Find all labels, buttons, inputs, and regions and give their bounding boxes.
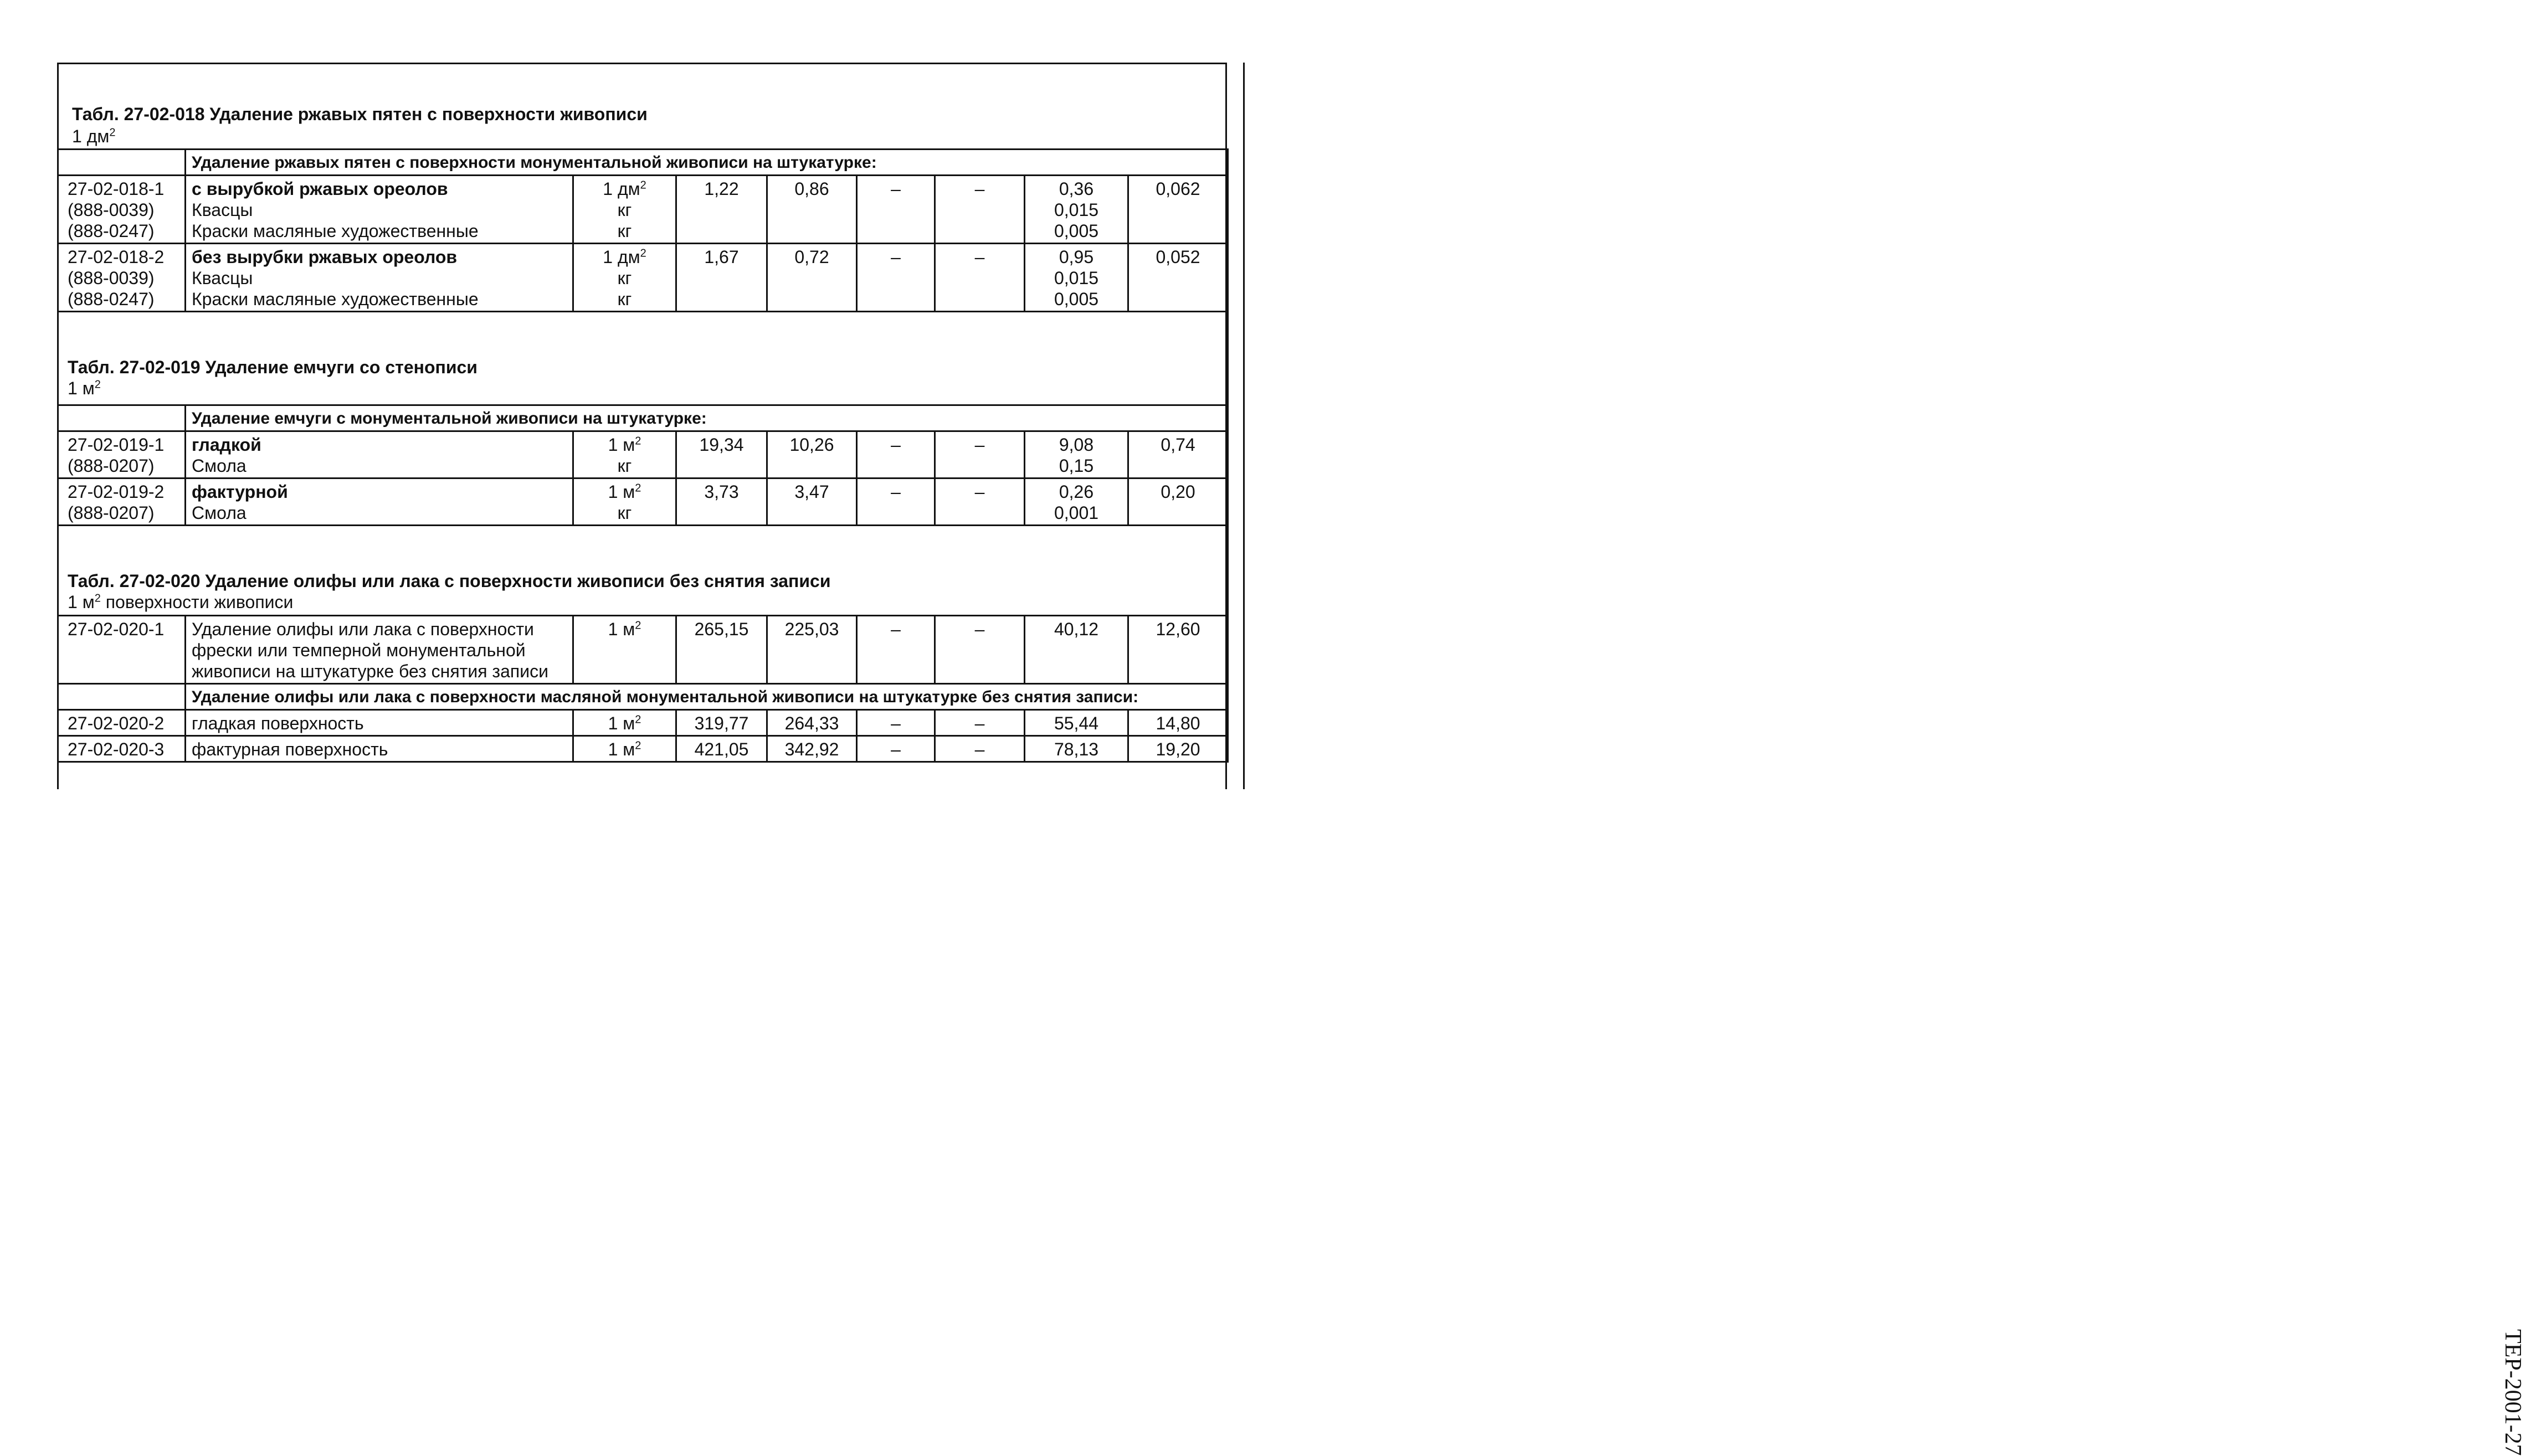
name-cell: гладкая поверхность xyxy=(186,710,573,736)
code-cell: 27-02-020-3 xyxy=(58,736,186,762)
table-unit: 1 $дм^2$ xyxy=(72,126,116,146)
code-cell: 27-02-018-1 (888-0039) (888-0247) xyxy=(58,176,186,244)
unit-cell: 1 $дм^2$ кг кг xyxy=(573,176,676,244)
value-cell: 0,20 xyxy=(1128,479,1228,526)
value-cell: 19,20 xyxy=(1128,736,1228,762)
group-header-row xyxy=(58,405,1228,431)
table-row xyxy=(58,431,1228,479)
value-cell: – xyxy=(935,176,1025,244)
value-cell: 342,92 xyxy=(767,736,857,762)
value-cell: 55,44 xyxy=(1025,710,1128,736)
value-cell: – xyxy=(857,176,935,244)
name-cell: гладкой Смола xyxy=(186,431,573,479)
table-row xyxy=(58,176,1228,244)
name-cell: с вырубкой ржавых ореолов Квасцы Краски масляные художественные xyxy=(186,176,573,244)
unit-cell: 1 $м^2$ xyxy=(573,736,676,762)
code-cell: 27-02-020-1 xyxy=(58,616,186,684)
unit-cell: 1 $м^2$ кг xyxy=(573,479,676,526)
value-cell: – xyxy=(935,431,1025,479)
group-header: Удаление олифы или лака с поверхности масляной монументальной живописи на штукатурке без снятия записи: xyxy=(186,684,1228,710)
value-cell: 0,052 xyxy=(1128,244,1228,312)
norms-table xyxy=(57,148,1229,763)
value-cell: 421,05 xyxy=(676,736,767,762)
value-cell: 0,062 xyxy=(1128,176,1228,244)
value-cell: 19,34 xyxy=(676,431,767,479)
value-cell: – xyxy=(935,736,1025,762)
table-title: Табл. 27-02-020 Удаление олифы или лака с поверхности живописи без снятия записи xyxy=(68,571,831,591)
value-cell: 9,08 0,15 xyxy=(1025,431,1128,479)
value-cell: 1,22 xyxy=(676,176,767,244)
value-cell: 0,36 0,015 0,005 xyxy=(1025,176,1128,244)
unit-cell: 1 $дм^2$ кг кг xyxy=(573,244,676,312)
table-unit: 1 $м^2$ поверхности живописи xyxy=(68,592,294,612)
table-row xyxy=(58,736,1228,762)
value-cell: 0,95 0,015 0,005 xyxy=(1025,244,1128,312)
value-cell: – xyxy=(857,710,935,736)
value-cell: 10,26 xyxy=(767,431,857,479)
value-cell: – xyxy=(857,479,935,526)
code-cell: 27-02-019-1 (888-0207) xyxy=(58,431,186,479)
value-cell: 1,67 xyxy=(676,244,767,312)
name-cell: Удаление олифы или лака с поверхности фрески или темперной монументальной живописи на штукатурке без снятия записи xyxy=(186,616,573,684)
table-title: Табл. 27-02-019 Удаление емчуги со стенописи xyxy=(68,357,478,377)
value-cell: – xyxy=(935,616,1025,684)
code-cell: 27-02-019-2 (888-0207) xyxy=(58,479,186,526)
group-header: Удаление емчуги с монументальной живописи на штукатурке: xyxy=(186,405,1228,431)
value-cell: – xyxy=(857,244,935,312)
code-cell: 27-02-020-2 xyxy=(58,710,186,736)
unit-cell: 1 $м^2$ xyxy=(573,616,676,684)
group-header: Удаление ржавых пятен с поверхности монументальной живописи на штукатурке: xyxy=(186,150,1228,176)
value-cell: 319,77 xyxy=(676,710,767,736)
table-row xyxy=(58,479,1228,526)
unit-cell: 1 $м^2$ кг xyxy=(573,431,676,479)
value-cell: 40,12 xyxy=(1025,616,1128,684)
value-cell: 0,72 xyxy=(767,244,857,312)
name-cell: фактурная поверхность xyxy=(186,736,573,762)
table-unit: 1 $м^2$ xyxy=(68,378,101,398)
value-cell: 225,03 xyxy=(767,616,857,684)
name-cell: фактурной Смола xyxy=(186,479,573,526)
value-cell: 3,47 xyxy=(767,479,857,526)
value-cell: 3,73 xyxy=(676,479,767,526)
value-cell: – xyxy=(935,710,1025,736)
value-cell: 264,33 xyxy=(767,710,857,736)
margin-rule xyxy=(1243,63,1245,789)
group-header-row xyxy=(58,684,1228,710)
value-cell: 78,13 xyxy=(1025,736,1128,762)
value-cell: – xyxy=(935,244,1025,312)
value-cell: 265,15 xyxy=(676,616,767,684)
name-cell: без вырубки ржавых ореолов Квасцы Краски масляные художественные xyxy=(186,244,573,312)
unit-cell: 1 $м^2$ xyxy=(573,710,676,736)
table-row xyxy=(58,616,1228,684)
value-cell: 0,74 xyxy=(1128,431,1228,479)
code-cell: 27-02-018-2 (888-0039) (888-0247) xyxy=(58,244,186,312)
value-cell: 0,26 0,001 xyxy=(1025,479,1128,526)
value-cell: – xyxy=(935,479,1025,526)
section-3-caption xyxy=(58,526,1228,616)
table-row xyxy=(58,244,1228,312)
document-code: ТЕР-2001-27 xyxy=(2500,1329,2525,1456)
value-cell: 12,60 xyxy=(1128,616,1228,684)
group-header-row xyxy=(58,150,1228,176)
table-title: Табл. 27-02-018 Удаление ржавых пятен с поверхности живописи xyxy=(72,104,648,124)
section-2-caption xyxy=(58,312,1228,405)
value-cell: – xyxy=(857,736,935,762)
value-cell: 0,86 xyxy=(767,176,857,244)
table-row xyxy=(58,710,1228,736)
value-cell: 14,80 xyxy=(1128,710,1228,736)
section-1-caption xyxy=(72,103,648,147)
value-cell: – xyxy=(857,616,935,684)
value-cell: – xyxy=(857,431,935,479)
